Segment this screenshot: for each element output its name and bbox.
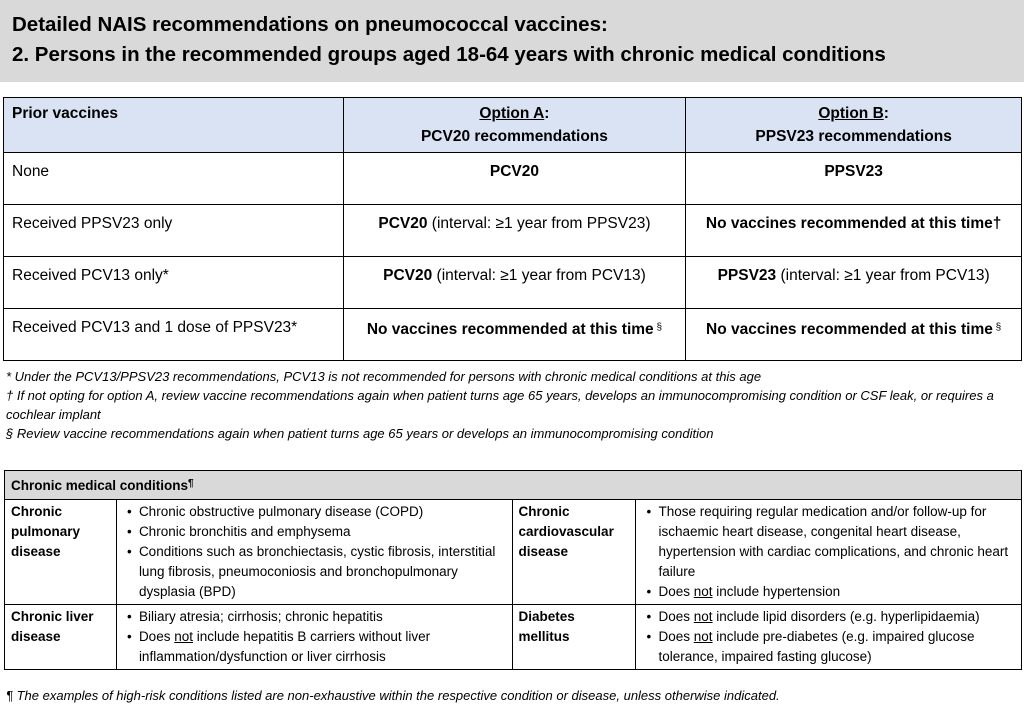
page-title (0, 0, 1024, 82)
option-a-cell (343, 153, 686, 205)
condition-label: Chronic cardiovascular disease (512, 500, 636, 605)
option-b-cell (686, 257, 1022, 309)
prior-cell: Received PCV13 only* (4, 257, 344, 309)
title-line-2: 2. Persons in the recommended groups aged 18-64 years with chronic medical conditions (12, 43, 886, 66)
list-item: • Chronic bronchitis and emphysema (123, 522, 506, 542)
note-section: § Review vaccine recommendations again when patient turns age 65 years or develops an immunocompromising condition (6, 426, 714, 441)
option-a-value: PCV20 (489, 163, 539, 180)
recommendations-table (3, 97, 1022, 361)
conditions-header-label: Chronic medical conditions (11, 478, 189, 493)
option-b-value: No vaccines recommended at this time (706, 321, 993, 338)
pilcrow-mark: ¶ (188, 478, 194, 489)
list-item: • Chronic obstructive pulmonary disease (COPD) (123, 502, 506, 522)
option-b-cell (686, 309, 1022, 361)
option-b-value: No vaccines recommended at this time† (705, 215, 1002, 232)
option-a-interval: (interval: ≥1 year from PPSV23) (427, 215, 651, 232)
option-a-cell (343, 205, 686, 257)
option-a-value: No vaccines recommended at this time (366, 321, 654, 338)
condition-list (636, 605, 1022, 670)
option-b-value: PPSV23 (717, 267, 777, 284)
conditions-header (5, 471, 1022, 500)
table-row (5, 605, 1022, 670)
table-row (5, 500, 1022, 605)
footnote: ¶ The examples of high-risk conditions listed are non-exhaustive within the respective condition or disease, unless otherwise indicated. (6, 688, 780, 703)
option-b-cell (686, 205, 1022, 257)
option-b-value: PPSV23 (824, 163, 883, 180)
table-row (4, 309, 1022, 361)
option-a-cell (343, 309, 686, 361)
condition-list (636, 500, 1022, 605)
title-line-1: Detailed NAIS recommendations on pneumococcal vaccines: (12, 13, 608, 36)
option-b-label: Option B (818, 105, 884, 122)
header-option-b (686, 98, 1022, 153)
condition-label: Chronic pulmonary disease (5, 500, 117, 605)
table-notes (6, 367, 1021, 443)
list-item: • Conditions such as bronchiectasis, cystic fibrosis, interstitial lung fibrosis, pneumoconiosis and bronchopulmonary dysplasia (BPD) (123, 542, 506, 602)
list-item: • Those requiring regular medication and/or follow-up for ischaemic heart disease, congenital heart disease, hypertension with cardiac complications, and chronic heart failure (642, 502, 1015, 582)
table-header-row (4, 98, 1022, 153)
option-a-colon: : (544, 105, 550, 122)
header-option-a (343, 98, 686, 153)
option-b-interval: (interval: ≥1 year from PCV13) (776, 267, 990, 284)
section-mark: § (653, 322, 663, 333)
table-row (4, 257, 1022, 309)
option-a-interval: (interval: ≥1 year from PCV13) (432, 267, 646, 284)
note-dagger: † If not opting for option A, review vaccine recommendations again when patient turns age 65 years, develops an immunocompromising condition or CSF leak, or requires a cochlear implant (6, 388, 994, 422)
option-b-subtitle: PPSV23 recommendations (755, 128, 952, 145)
table-row (4, 153, 1022, 205)
list-item: • Does not include lipid disorders (e.g. hyperlipidaemia) (642, 607, 1015, 627)
note-asterisk: * Under the PCV13/PPSV23 recommendations, PCV13 is not recommended for persons with chronic medical conditions at this age (6, 369, 762, 384)
condition-list (116, 605, 512, 670)
condition-label: Chronic liver disease (5, 605, 117, 670)
prior-cell: Received PCV13 and 1 dose of PPSV23* (4, 309, 344, 361)
option-a-cell (343, 257, 686, 309)
option-a-value: PCV20 (378, 215, 428, 232)
conditions-table (4, 470, 1022, 670)
option-b-cell (686, 153, 1022, 205)
option-b-colon: : (883, 105, 889, 122)
condition-list (116, 500, 512, 605)
prior-cell: None (4, 153, 344, 205)
list-item: • Biliary atresia; cirrhosis; chronic hepatitis (123, 607, 506, 627)
list-item: • Does not include hypertension (642, 582, 1015, 602)
condition-label: Diabetes mellitus (512, 605, 636, 670)
prior-cell: Received PPSV23 only (4, 205, 344, 257)
section-mark: § (992, 322, 1002, 333)
table-row (4, 205, 1022, 257)
option-a-value: PCV20 (383, 267, 433, 284)
header-prior-vaccines: Prior vaccines (4, 98, 344, 153)
list-item: • Does not include hepatitis B carriers without liver inflammation/dysfunction or liver cirrhosis (123, 627, 506, 667)
list-item: • Does not include pre-diabetes (e.g. impaired glucose tolerance, impaired fasting glucose) (642, 627, 1015, 667)
option-a-subtitle: PCV20 recommendations (420, 128, 608, 145)
option-a-label: Option A (479, 105, 545, 122)
